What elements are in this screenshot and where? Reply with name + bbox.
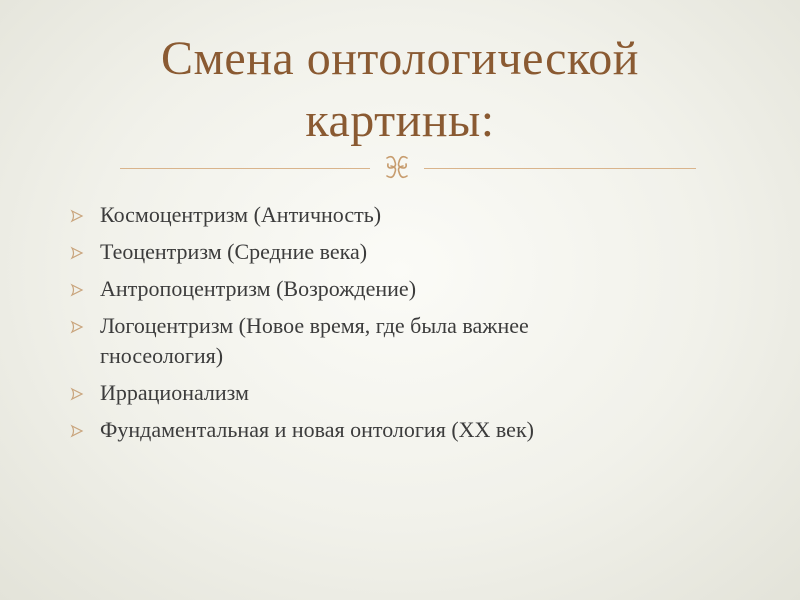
list-item <box>70 415 760 445</box>
slide-title-line-2: картины: <box>305 94 495 147</box>
fleuron-bullet-icon <box>70 424 84 438</box>
list-item <box>70 237 760 267</box>
bullet-list <box>70 200 760 452</box>
fleuron-bullet-icon <box>70 283 84 297</box>
title-divider-left <box>120 168 370 169</box>
list-item-text: Теоцентризм (Средние века) <box>100 239 368 264</box>
list-item-text: Космоцентризм (Античность) <box>100 202 382 227</box>
list-item-text: Антропоцентризм (Возрождение) <box>100 276 417 301</box>
list-item <box>70 311 760 371</box>
list-item <box>70 378 760 408</box>
slide-title-line-1: Смена онтологической <box>161 32 639 85</box>
list-item-text: Иррационализм <box>100 380 249 405</box>
list-item <box>70 200 760 230</box>
fleuron-bullet-icon <box>70 320 84 334</box>
slide-title <box>60 28 740 152</box>
fleuron-bullet-icon <box>70 209 84 223</box>
list-item-text-line-2: гносеология) <box>100 343 224 368</box>
list-item-text: Фундаментальная и новая онтология (XX век) <box>100 417 534 442</box>
flourish-ornament-icon <box>382 152 412 182</box>
list-item <box>70 274 760 304</box>
fleuron-bullet-icon <box>70 246 84 260</box>
list-item-text-line-1: Логоцентризм (Новое время, где была важнее <box>100 313 529 338</box>
fleuron-bullet-icon <box>70 387 84 401</box>
title-divider-right <box>424 168 696 169</box>
